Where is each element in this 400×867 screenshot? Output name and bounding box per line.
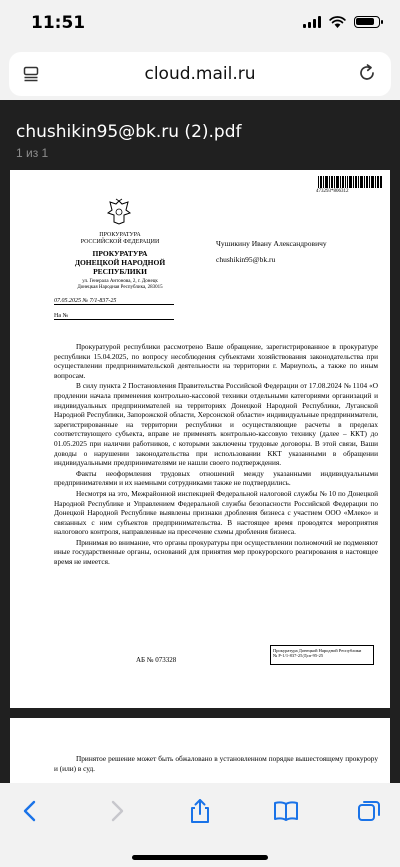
- status-icons: [303, 16, 380, 28]
- document-date: 07.05.2025 № 7/1-837-25: [54, 298, 174, 305]
- barcode-icon: [318, 176, 382, 188]
- barcode-number: 473293*806312: [316, 189, 349, 194]
- page-count: 1 из 1: [16, 146, 49, 160]
- registration-stamp: [270, 645, 374, 665]
- address-bar-area: [0, 48, 400, 100]
- letter-paragraph: Несмотря на это, Межрайонной инспекцией Федеральной налоговой службы № 10 по Донецкой Народной Республике и Управлением Федеральной службы безопасности Российской Федерации по Донецкой Народной Республике выявлены признаки дробления бизнеса с участием ООО «Млеко» и связанных с ним субъектов предпринимательства. В настоящее время проводятся мероприятия налогового контроля, направленные на пресечение схемы дробления бизнеса.: [54, 488, 378, 537]
- org-address-line: Донецкая Народная Республика, 283015: [77, 285, 163, 290]
- coat-of-arms-icon: [106, 198, 132, 226]
- letter-paragraph: В силу пункта 2 Постановления Правительства Российской Федерации от 17.08.2024 № 1104 «О продлении начала применения контрольно-кассовой техники отдельными категориями организаций и индивидуальных предпринимателей на территориях Донецкой Народной Республики, Луганской Народной Республики, Запорожской области, Херсонской области» индивидуальные предприниматели, зарегистрированные на территории республики и осуществляющие расчеты в пределах соответствующего субъекта, вправе не применять контрольно-кассовую технику (далее – ККТ) до 01.05.2025 при наличии работников, с которыми заключены трудовые договоры. В этой связи, Ваши доводы о нарушении законодательства при использовании ККТ указанными в обращении индивидуальными предпринимателями не нашли своего подтверждения.: [54, 381, 378, 468]
- wifi-icon: [329, 16, 346, 28]
- letter-body: [54, 342, 378, 568]
- letter-paragraph: Факты неоформления трудовых отношений между указанными индивидуальными предпринимателями и их наемными сотрудниками также не подтвердились.: [54, 468, 378, 488]
- addressee-name: Чушикину Ивану Александровичу: [216, 239, 327, 248]
- home-indicator[interactable]: [132, 855, 268, 860]
- share-icon[interactable]: [186, 797, 214, 825]
- url-text[interactable]: cloud.mail.ru: [144, 64, 256, 84]
- org-small-line: РОССИЙСКОЙ ФЕДЕРАЦИИ: [80, 239, 160, 245]
- org-address-line: ул. Генерала Антонова, 2, г. Донецк: [82, 279, 158, 284]
- battery-icon: [354, 16, 380, 28]
- org-address: [40, 279, 200, 291]
- stamp-line: Прокуратура Донецкой Народной Республики: [273, 648, 362, 653]
- reload-icon[interactable]: [357, 63, 377, 83]
- org-name-line: ПРОКУРАТУРА: [92, 249, 148, 258]
- tabs-icon[interactable]: [355, 797, 383, 825]
- letter-paragraph: Принимая во внимание, что органы прокуратуры при осуществлении полномочий не подменяют иные государственные органы, оснований для принятия мер прокурорского реагирования в настоящее время не имеется.: [54, 537, 378, 567]
- letter-paragraph: Прокуратурой республики рассмотрено Ваше обращение, зарегистрированное в прокуратуре республики 15.04.2025, по вопросу несоблюдения субъектами хозяйствования законодательства при осуществлении предпринимательской деятельности на территории г. Мариуполь, а также по иным вопросам.: [54, 342, 378, 380]
- form-number: АБ № 073328: [136, 656, 177, 664]
- page2-text: Принятое решение может быть обжаловано в установленном порядке вышестоящему прокурору и (или) в суд.: [54, 754, 378, 773]
- stamp-line: № Р-1/1-837-25/Дсп-95-25: [273, 653, 324, 658]
- back-icon[interactable]: [17, 797, 45, 825]
- addressee: [216, 236, 327, 268]
- organization-header: [40, 232, 200, 291]
- org-small-line: ПРОКУРАТУРА: [99, 232, 141, 238]
- status-bar: [0, 0, 400, 48]
- address-bar[interactable]: [9, 52, 391, 96]
- org-name: [40, 249, 200, 276]
- forward-icon[interactable]: [102, 797, 130, 825]
- cellular-signal-icon: [303, 16, 321, 28]
- reference-number-label: На №: [54, 313, 174, 320]
- org-name-line: ДОНЕЦКОЙ НАРОДНОЙ: [74, 258, 166, 267]
- org-name-line: РЕСПУБЛИКИ: [93, 267, 147, 276]
- bookmarks-icon[interactable]: [272, 797, 300, 825]
- document-page: [10, 170, 390, 708]
- addressee-email: chushikin95@bk.ru: [216, 255, 276, 264]
- file-name: chushikin95@bk.ru (2).pdf: [16, 122, 242, 142]
- browser-toolbar: [0, 783, 400, 867]
- status-time: 11:51: [31, 13, 86, 33]
